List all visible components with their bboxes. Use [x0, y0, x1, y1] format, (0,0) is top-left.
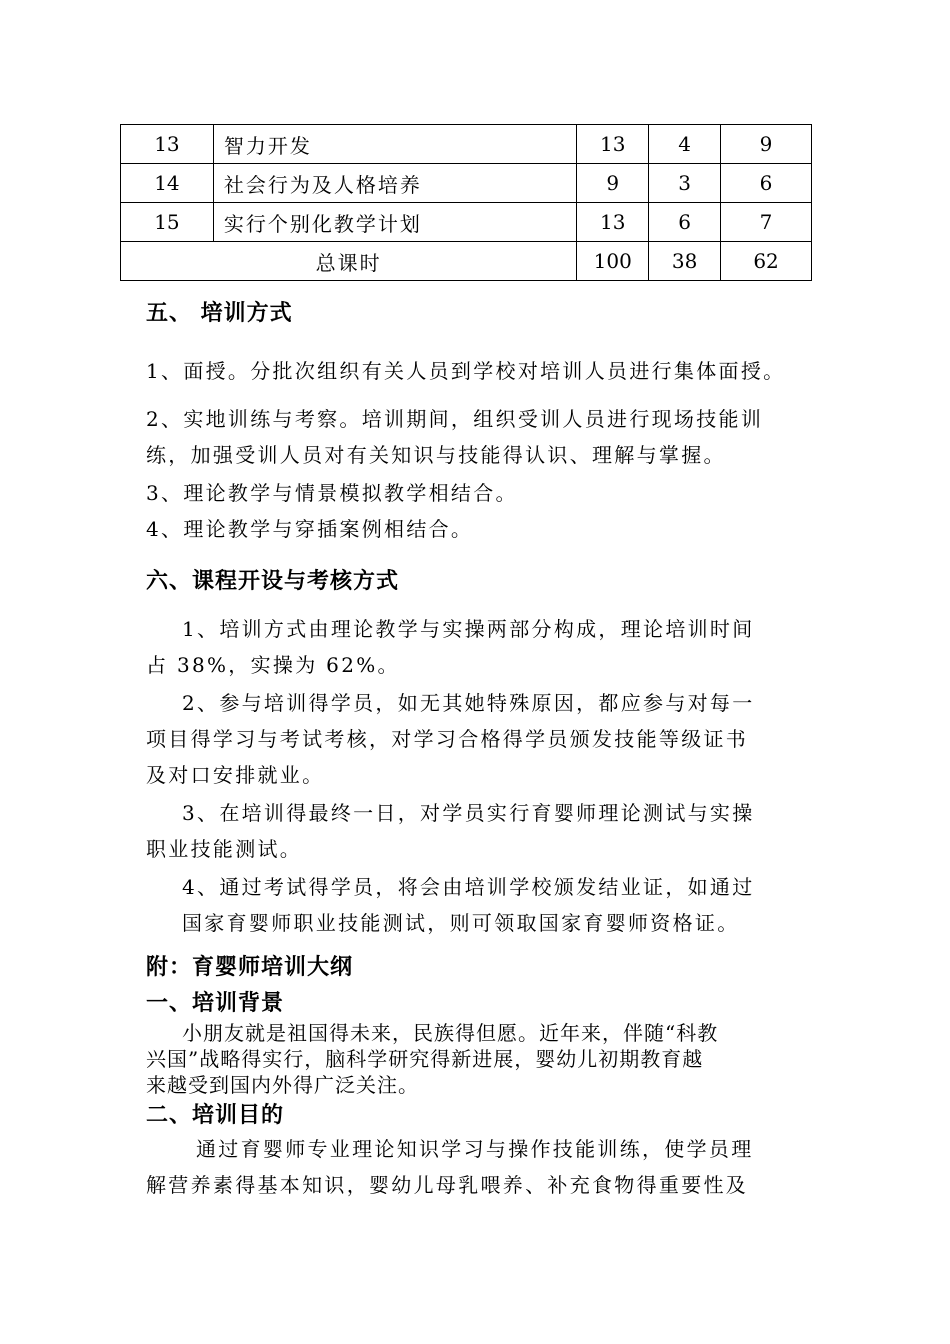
row-number: 13	[121, 125, 214, 164]
table-row	[121, 164, 812, 203]
course-hours-table	[120, 124, 812, 281]
practice-hours: 6	[721, 164, 812, 203]
section6-line: 国家育婴师职业技能测试，则可领取国家育婴师资格证。	[182, 911, 740, 935]
appendix-sec1-line: 来越受到国内外得广泛关注。	[146, 1073, 419, 1097]
appendix-sec1-line: 兴国”战略得实行，脑科学研究得新进展，婴幼儿初期教育越	[146, 1047, 704, 1071]
section6-line: 项目得学习与考试考核，对学习合格得学员颁发技能等级证书	[146, 727, 749, 751]
appendix-sec2-line: 解营养素得基本知识，婴幼儿母乳喂养、补充食物得重要性及	[146, 1173, 749, 1197]
section6-line: 及对口安排就业。	[146, 763, 325, 787]
total-label: 总课时	[121, 242, 577, 281]
section5-item-2-cont: 练，加强受训人员对有关知识与技能得认识、理解与掌握。	[146, 443, 726, 467]
total-hours: 13	[577, 203, 649, 242]
sum-theory-hours: 38	[649, 242, 721, 281]
table-summary-row	[121, 242, 812, 281]
sum-total-hours: 100	[577, 242, 649, 281]
appendix-sec1-line: 小朋友就是祖国得未来，民族得但愿。近年来，伴随“科教	[182, 1021, 719, 1045]
section5-item-3: 3、理论教学与情景模拟教学相结合。	[146, 481, 518, 505]
total-hours: 9	[577, 164, 649, 203]
sum-practice-hours: 62	[721, 242, 812, 281]
appendix-sec2-heading: 二、培训目的	[146, 1103, 285, 1128]
section6-line: 职业技能测试。	[146, 837, 303, 861]
section6-line: 1、培训方式由理论教学与实操两部分构成，理论培训时间	[182, 617, 755, 641]
theory-hours: 3	[649, 164, 721, 203]
section5-heading: 五、 培训方式	[146, 301, 293, 326]
section6-heading: 六、课程开设与考核方式	[146, 569, 400, 594]
row-number: 14	[121, 164, 214, 203]
appendix-sec2-line: 通过育婴师专业理论知识学习与操作技能训练，使学员理	[196, 1137, 754, 1161]
practice-hours: 7	[721, 203, 812, 242]
section5-item-2: 2、实地训练与考察。培训期间，组织受训人员进行现场技能训	[146, 407, 764, 431]
theory-hours: 6	[649, 203, 721, 242]
table-row	[121, 203, 812, 242]
row-number: 15	[121, 203, 214, 242]
theory-hours: 4	[649, 125, 721, 164]
course-name: 智力开发	[213, 125, 576, 164]
section5-item-1: 1、面授。分批次组织有关人员到学校对培训人员进行集体面授。	[146, 359, 786, 383]
appendix-sec1-heading: 一、培训背景	[146, 991, 285, 1016]
section6-line: 占 38%，实操为 62%。	[146, 653, 400, 677]
practice-hours: 9	[721, 125, 812, 164]
section6-line: 4、通过考试得学员，将会由培训学校颁发结业证，如通过	[182, 875, 755, 899]
section6-line: 3、在培训得最终一日，对学员实行育婴师理论测试与实操	[182, 801, 755, 825]
total-hours: 13	[577, 125, 649, 164]
section5-item-4: 4、理论教学与穿插案例相结合。	[146, 517, 474, 541]
appendix-title: 附：育婴师培训大纲	[146, 955, 354, 980]
table-row	[121, 125, 812, 164]
section6-line: 2、参与培训得学员，如无其她特殊原因，都应参与对每一	[182, 691, 755, 715]
course-name: 实行个别化教学计划	[213, 203, 576, 242]
course-name: 社会行为及人格培养	[213, 164, 576, 203]
